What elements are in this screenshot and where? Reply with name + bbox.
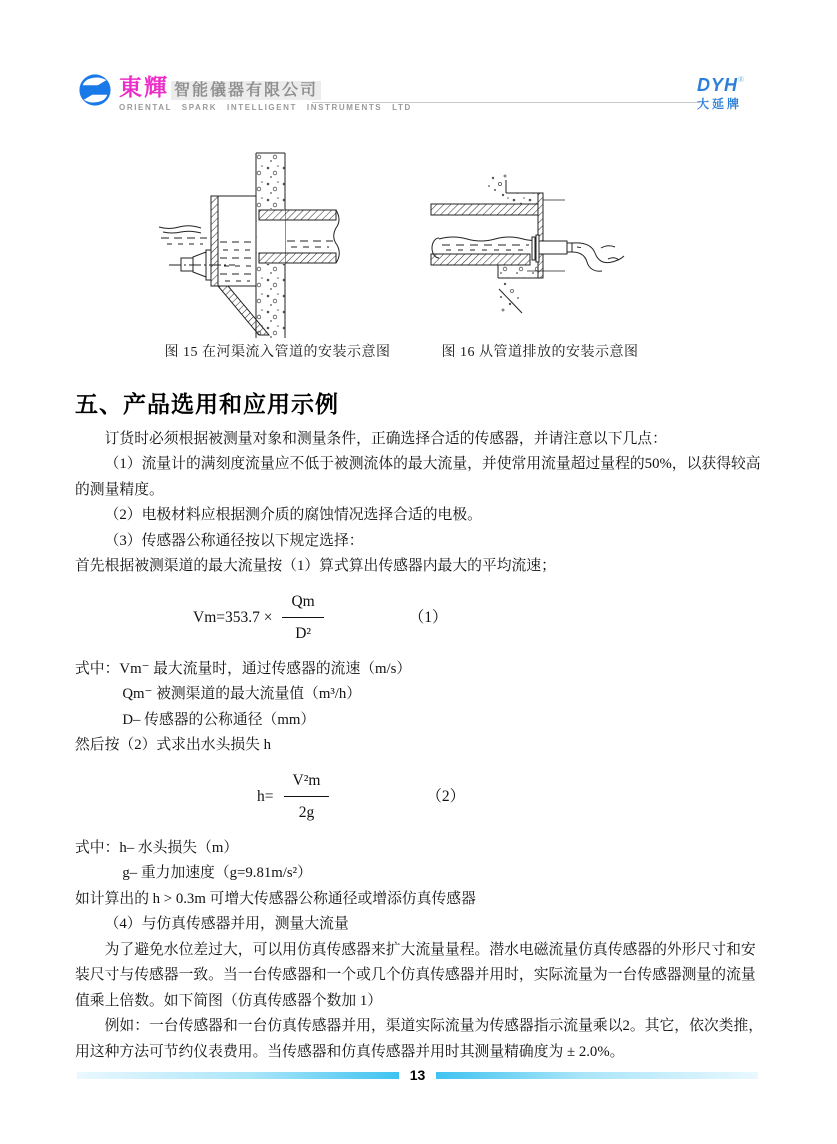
paragraph-example: 例如：一台传感器和一台仿真传感器并用，渠道实际流量为传感器指示流量乘以2。其它，依次类推，用这种方法可节约仪表费用。当传感器和仿真传感器并用时其测量精确度为 ± 2.0%。 — [75, 1018, 764, 1060]
figure-15-diagram — [153, 148, 403, 338]
formula-1-lhs: Vm=353.7 × — [193, 608, 273, 626]
page-header — [78, 72, 767, 120]
company-name — [119, 69, 412, 112]
formula-2-numerator: V²m — [284, 768, 330, 798]
section-body — [75, 392, 770, 1065]
paragraph-point4: （4）与仿真传感器并用，测量大流量 — [104, 916, 349, 932]
formula-2-denominator: 2g — [298, 804, 315, 821]
formula-2-fraction — [284, 768, 330, 826]
formula-1-legend-line: Qm⁻ 被测渠道的最大流量值（m³/h） — [122, 686, 362, 702]
figure-16 — [415, 148, 665, 361]
formula-2-legend-line: 式中：h– 水头损失（m） — [75, 839, 239, 856]
brand-mark — [697, 76, 767, 110]
formula-2-legend-line: g– 重力加速度（g=9.81m/s²） — [122, 865, 312, 881]
formula-1-denominator: D² — [295, 625, 312, 642]
company-name-cn-primary: 東輝 — [119, 75, 169, 100]
paragraph-simulator: 为了避免水位差过大，可以用仿真传感器来扩大流量量程。潜水电磁流量仿真传感器的外形尺寸和安装尺寸与传感器一致。当一台传感器和一个或几个仿真传感器并用时，实际流量为一台传感器测量的流量值乘上倍数。如下简图（仿真传感器个数加 1） — [75, 941, 756, 1009]
page-footer — [77, 1066, 758, 1084]
brand-name-cn: 大延牌 — [697, 97, 743, 111]
footer-bar-left — [77, 1072, 399, 1079]
paragraph-pre-formula2: 然后按（2）式求出水头损失 h — [75, 737, 272, 753]
registered-trademark-icon: ® — [738, 75, 745, 84]
formula-1-legend-line: D– 传感器的公称通径（mm） — [122, 711, 316, 728]
formula-2-lhs: h= — [257, 787, 274, 805]
formula-1-numerator: Qm — [282, 589, 323, 619]
brand-logo-text: DYH — [697, 75, 739, 95]
header-divider — [312, 102, 700, 103]
section-title: 五、产品选用和应用示例 — [75, 391, 339, 417]
figure-15 — [150, 148, 405, 361]
paragraph-note-h: 如计算出的 h > 0.3m 可增大传感器公称通径或增添仿真传感器 — [75, 890, 476, 907]
formula-1-number: （1） — [408, 608, 448, 626]
formula-2 — [257, 768, 770, 826]
formula-1-legend-line: 式中：Vm⁻ 最大流量时，通过传感器的流速（m/s） — [75, 660, 412, 677]
paragraph-point1: （1）流量计的满刻度流量应不低于被测流体的最大流量，并使常用流量超过量程的50%，以获得较高的测量精度。 — [75, 456, 761, 498]
page-number: 13 — [406, 1067, 430, 1083]
paragraph-point3: （3）传感器公称通径按以下规定选择： — [104, 532, 364, 549]
figure-16-diagram — [415, 148, 665, 338]
paragraph-pre-formula1: 首先根据被测渠道的最大流量按（1）算式算出传感器内最大的平均流速； — [75, 558, 556, 574]
figure-16-caption: 图 16 从管道排放的安装示意图 — [441, 345, 639, 360]
company-name-en: ORIENTAL SPARK INTELLIGENT INSTRUMENTS LTD — [119, 103, 412, 112]
formula-2-number: （2） — [426, 787, 466, 805]
paragraph-intro: 订货时必须根据被测量对象和测量条件，正确选择合适的传感器，并请注意以下几点： — [104, 430, 667, 447]
company-name-cn-secondary: 智能儀器有限公司 — [171, 81, 321, 100]
figure-15-caption: 图 15 在河渠流入管道的安装示意图 — [164, 345, 391, 360]
formula-1 — [193, 589, 770, 647]
formula-1-fraction — [282, 589, 323, 647]
figures-row — [0, 148, 837, 378]
company-logo-icon — [78, 73, 112, 112]
footer-bar-right — [436, 1072, 758, 1079]
paragraph-point2: （2）电极材料应根据测介质的腐蚀情况选择合适的电极。 — [104, 507, 482, 523]
